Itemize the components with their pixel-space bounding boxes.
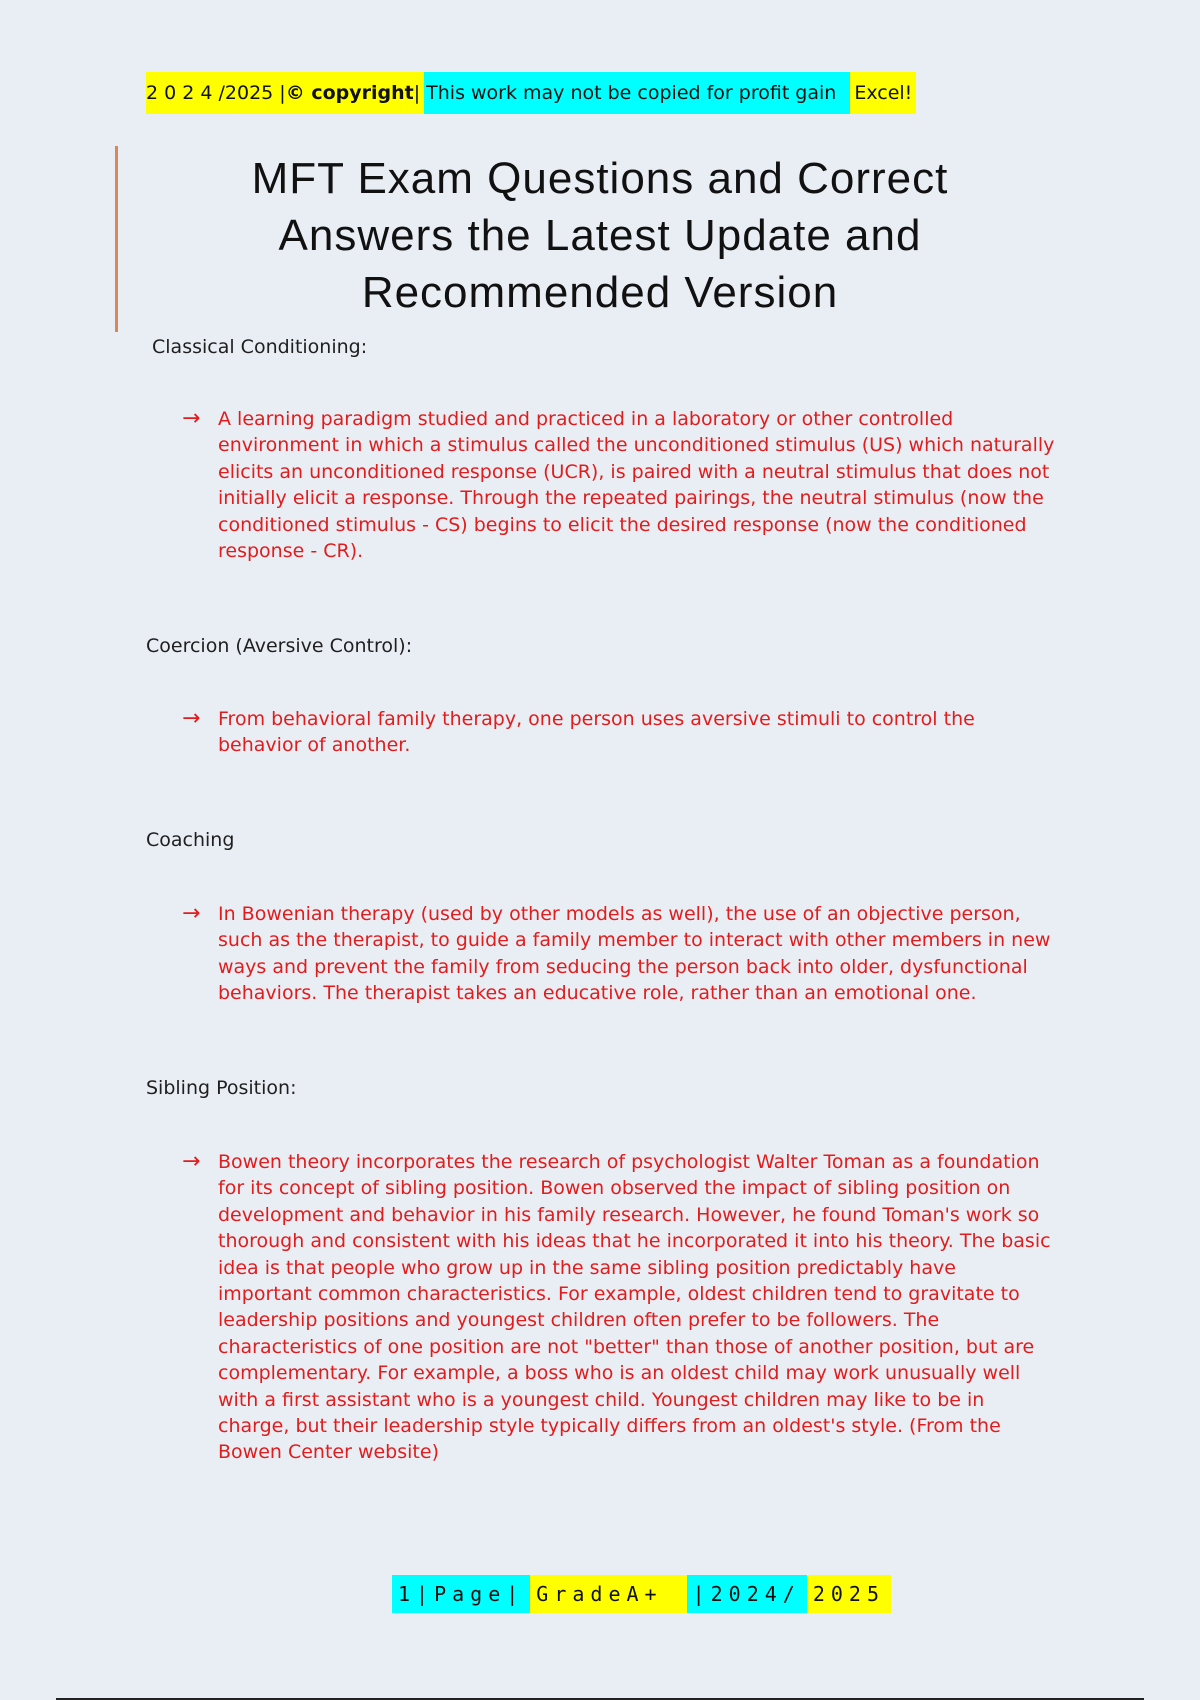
header-banner <box>146 72 916 114</box>
definition-text: In Bowenian therapy (used by other models as well), the use of an objective person, such as the therapist, to guide a family member to interact with other members in new ways and prevent the family from seducing the person back into older, dysfunctional behaviors. The therapist takes an educative role, rather than an emotional one. <box>218 903 1051 1005</box>
definition-text: A learning paradigm studied and practiced in a laboratory or other controlled environment in which a stimulus called the unconditioned stimulus (US) which naturally elicits an unconditioned response (UCR), is paired with a neutral stimulus that does not initially elicit a response. Through the repeated pairings, the neutral stimulus (now the conditioned stimulus - CS) begins to elicit the desired response (now the conditioned response - CR). <box>218 408 1055 563</box>
header-separator: | <box>413 82 421 104</box>
header-copyright: © copyright <box>285 82 414 104</box>
arrow-icon: → <box>182 1149 201 1174</box>
definition-sibling-position <box>182 1149 1051 1466</box>
definition-coaching <box>182 901 1050 1007</box>
footer-page: 1|Page| <box>392 1575 530 1613</box>
definition-classical-conditioning <box>182 406 1054 564</box>
header-notice: This work may not be copied for profit gain <box>424 72 850 114</box>
footer-grade: GradeA+ <box>530 1575 686 1613</box>
arrow-icon: → <box>182 406 201 431</box>
header-year-copyright <box>146 72 424 114</box>
footer-year-a: |2024/ <box>687 1575 807 1613</box>
term-sibling-position: Sibling Position: <box>146 1077 297 1099</box>
footer-banner <box>392 1575 891 1613</box>
arrow-icon: → <box>182 901 201 926</box>
document-title: MFT Exam Questions and Correct Answers the Latest Update and Recommended Version <box>251 154 949 317</box>
definition-text: From behavioral family therapy, one person uses aversive stimuli to control the behavior of another. <box>218 708 975 757</box>
term-coercion: Coercion (Aversive Control): <box>146 635 413 657</box>
term-coaching: Coaching <box>146 829 235 851</box>
footer-year-b: 2025 <box>807 1575 891 1613</box>
arrow-icon: → <box>182 706 201 731</box>
term-classical-conditioning: Classical Conditioning: <box>152 336 368 358</box>
definition-text: Bowen theory incorporates the research of psychologist Walter Toman as a foundation for its concept of sibling position. Bowen observed the impact of sibling position on development and behavior in his family research. However, he found Toman's work so thorough and consistent with his ideas that he incorporated it into his theory. The basic idea is that people who grow up in the same sibling position predictably have important common characteristics. For example, oldest children tend to gravitate to leadership positions and youngest children often prefer to be followers. The characteristics of one position are not "better" than those of another position, but are complementary. For example, a boss who is an oldest child may work unusually well with a first assistant who is a youngest child. Youngest children may like to be in charge, but their leadership style typically differs from an oldest's style. (From the Bowen Center website) <box>218 1151 1051 1464</box>
header-year: 2 0 2 4 /2025 | <box>146 82 286 104</box>
title-accent-bar <box>115 146 118 332</box>
definition-coercion <box>182 706 975 759</box>
header-excel: Excel! <box>850 72 916 114</box>
